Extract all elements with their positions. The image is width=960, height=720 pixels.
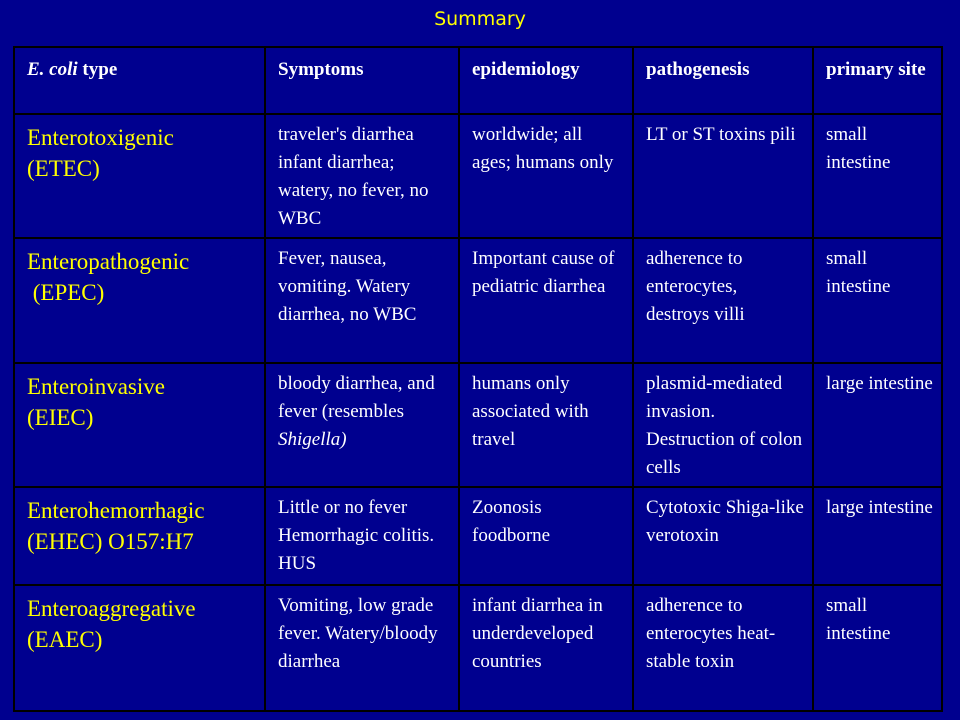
type-abbreviation: (EPEC)	[27, 280, 105, 305]
type-name: Enteroaggregative	[27, 596, 196, 621]
type-cell	[14, 114, 265, 238]
table-row	[14, 238, 942, 363]
table-row	[14, 487, 942, 585]
header-row	[14, 47, 942, 114]
type-name: Enteroinvasive	[27, 374, 165, 399]
symptoms-italic-text: Shigella)	[278, 429, 347, 450]
symptoms-cell: traveler's diarrhea infant diarrhea; watery, no fever, no WBC	[265, 114, 459, 238]
symptoms-text: bloody diarrhea, and fever (resembles	[278, 373, 435, 422]
pathogenesis-cell: LT or ST toxins pili	[633, 114, 813, 238]
table-row	[14, 585, 942, 711]
type-abbreviation: (EAEC)	[27, 627, 103, 652]
header-epidemiology: epidemiology	[459, 47, 633, 114]
epidemiology-cell: worldwide; all ages; humans only	[459, 114, 633, 238]
slide-title: Summary	[434, 8, 526, 30]
symptoms-cell: Vomiting, low grade fever. Watery/bloody diarrhea	[265, 585, 459, 711]
type-cell	[14, 585, 265, 711]
type-abbreviation: (ETEC)	[27, 156, 100, 181]
primary-site-cell: small intestine	[813, 238, 942, 363]
header-ecoli-italic: E. coli	[27, 59, 78, 80]
table-row	[14, 114, 942, 238]
header-type-text: type	[77, 59, 118, 80]
header-symptoms: Symptoms	[265, 47, 459, 114]
header-pathogenesis: pathogenesis	[633, 47, 813, 114]
epidemiology-cell: Zoonosis foodborne	[459, 487, 633, 585]
type-cell	[14, 487, 265, 585]
type-name: Enterohemorrhagic	[27, 498, 205, 523]
epidemiology-cell: Important cause of pediatric diarrhea	[459, 238, 633, 363]
pathogenesis-cell: adherence to enterocytes heat-stable toxin	[633, 585, 813, 711]
type-cell	[14, 238, 265, 363]
pathogenesis-cell: plasmid-mediated invasion. Destruction of colon cells	[633, 363, 813, 487]
type-name: Enterotoxigenic	[27, 125, 174, 150]
type-name: Enteropathogenic	[27, 249, 190, 274]
primary-site-cell: large intestine	[813, 487, 942, 585]
symptoms-cell: Little or no fever Hemorrhagic colitis. HUS	[265, 487, 459, 585]
pathogenesis-cell: adherence to enterocytes, destroys villi	[633, 238, 813, 363]
symptoms-cell	[265, 363, 459, 487]
epidemiology-cell: humans only associated with travel	[459, 363, 633, 487]
primary-site-cell: small intestine	[813, 585, 942, 711]
primary-site-cell: large intestine	[813, 363, 942, 487]
epidemiology-cell: infant diarrhea in underdeveloped countries	[459, 585, 633, 711]
type-abbreviation: (EHEC) O157:H7	[27, 529, 194, 554]
header-ecoli-type	[14, 47, 265, 114]
header-primary-site: primary site	[813, 47, 942, 114]
ecoli-summary-table	[13, 46, 943, 712]
type-abbreviation: (EIEC)	[27, 405, 94, 430]
primary-site-cell: small intestine	[813, 114, 942, 238]
symptoms-cell: Fever, nausea, vomiting. Watery diarrhea, no WBC	[265, 238, 459, 363]
pathogenesis-cell: Cytotoxic Shiga-like verotoxin	[633, 487, 813, 585]
table-row	[14, 363, 942, 487]
type-cell	[14, 363, 265, 487]
